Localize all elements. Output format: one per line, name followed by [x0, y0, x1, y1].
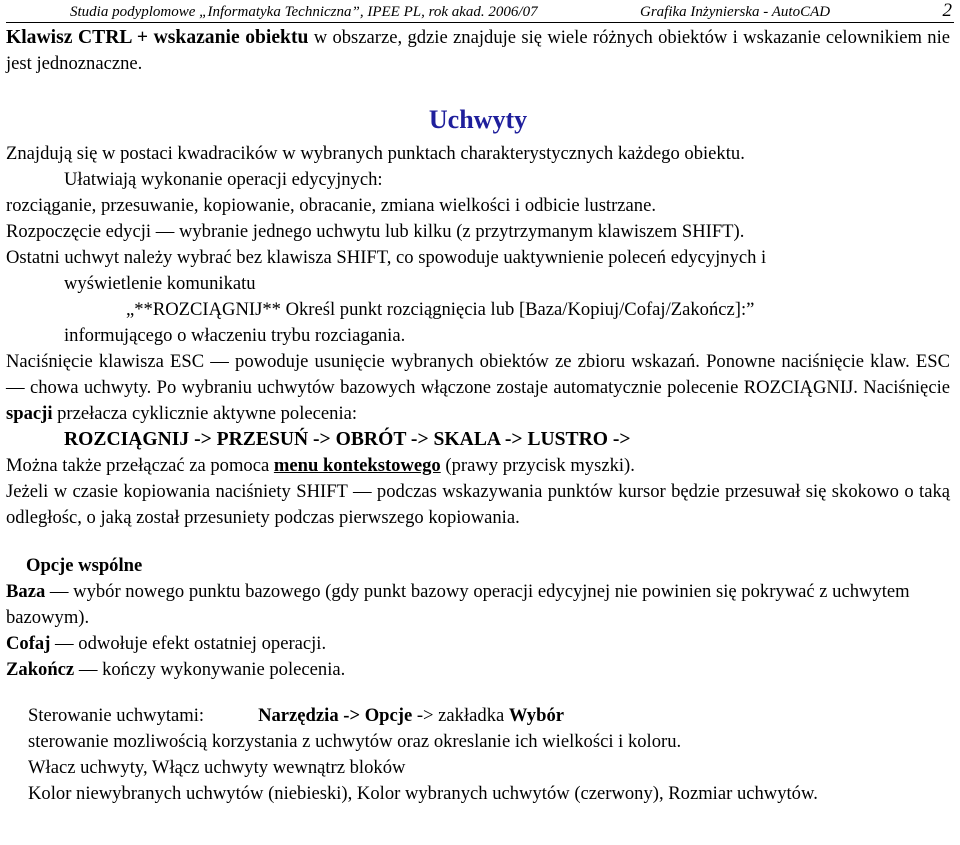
option-baza — [6, 579, 950, 631]
header-subject: Grafika Inżynierska - AutoCAD — [639, 4, 831, 20]
paragraph-2: Ułatwiają wykonanie operacji edycyjnych: — [64, 169, 383, 190]
grip-control-label: Sterowanie uchwytami: — [28, 705, 205, 726]
paragraph-1: Znajdują się w postaci kwadracików w wybranych punktach charakterystycznych każdego obiektu. — [6, 143, 745, 164]
context-menu-link: menu kontekstowego — [273, 455, 441, 476]
grip-control-desc-1: sterowanie mozliwością korzystania z uchwytów oraz okreslanie ich wielkości i koloru. — [28, 731, 682, 752]
page-number: 2 — [942, 0, 952, 21]
message-quote: „**ROZCIĄGNIJ** Określ punkt rozciągnięcia lub [Baza/Kopiuj/Cofaj/Zakończ]:” — [126, 299, 755, 320]
running-header — [70, 2, 952, 21]
section-title-uchwyty: Uchwyty — [428, 105, 528, 134]
intro-rest: w obszarze, gdzie znajduje się wiele różnych obiektów i wskazanie celownikiem nie jest jednoznaczne. — [6, 27, 950, 74]
paragraph-5b: wyświetlenie komunikatu — [64, 273, 256, 294]
grip-control-desc-2: Włacz uchwyty, Włącz uchwyty wewnątrz bloków — [28, 757, 406, 778]
paragraph-6-text: Naciśnięcie klawisza ESC — powoduje usunięcie wybranych obiektów ze zbioru wskazań. Ponowne naciśnięcie klaw. ESC — chowa uchwyty. Po wybraniu uchwytów bazowych włączone zostaje automatycznie polecenie ROZCIĄGNIJ. Naciśnięcie — [6, 351, 950, 398]
option-desc: — wybór nowego punktu bazowego (gdy punkt bazowy operacji edycyjnej nie powinien się pokrywać z uchwytem bazowym). — [6, 581, 910, 628]
option-desc: — odwołuje efekt ostatniej operacji. — [50, 633, 327, 654]
intro-bold: Klawisz CTRL + wskazanie obiektu — [6, 27, 309, 48]
command-sequence: ROZCIĄGNIJ -> PRZESUŃ -> OBRÓT -> SKALA -> LUSTRO -> — [64, 429, 631, 450]
spacji-bold: spacji — [6, 403, 53, 424]
intro-paragraph — [6, 25, 950, 77]
paragraph-7-a: Można także przełączać za pomoca — [6, 455, 274, 476]
paragraph-3: rozciąganie, przesuwanie, kopiowanie, obracanie, zmiana wielkości i odbicie lustrzane. — [6, 195, 656, 216]
options-title: Opcje wspólne — [26, 555, 143, 576]
header-course: Studia podyplomowe „Informatyka Techniczna”, IPEE PL, rok akad. 2006/07 — [70, 4, 538, 20]
paragraph-8: Jeżeli w czasie kopiowania naciśniety SHIFT — podczas wskazywania punktów kursor będzie przesuwał się skokowo o taką odległośc, o jaką został przesuniety podczas pierwszego kopiowania. — [6, 481, 950, 528]
option-zakoncz — [6, 657, 950, 683]
option-cofaj — [6, 631, 950, 657]
document-body — [6, 25, 950, 807]
menu-path-tools-options: Narzędzia -> Opcje — [258, 705, 413, 726]
menu-path-tab: Wybór — [508, 705, 564, 726]
spacer — [6, 531, 950, 553]
paragraph-5d: informującego o właczeniu trybu rozciagania. — [64, 325, 406, 346]
grip-control-desc-3: Kolor niewybranych uchwytów (niebieski), Kolor wybranych uchwytów (czerwony), Rozmiar uchwytów. — [28, 783, 818, 804]
option-term: Cofaj — [6, 633, 51, 654]
paragraph-4: Rozpoczęcie edycji — wybranie jednego uchwytu lub kilku (z przytrzymanym klawiszem SHIFT). — [6, 221, 745, 242]
option-desc: — kończy wykonywanie polecenia. — [74, 659, 346, 680]
paragraph-7-b: (prawy przycisk myszki). — [440, 455, 635, 476]
header-rule — [6, 22, 954, 23]
paragraph-6 — [6, 349, 950, 427]
paragraph-7 — [6, 453, 950, 479]
option-term: Zakończ — [6, 659, 75, 680]
spacer — [6, 683, 950, 703]
grip-control-line — [6, 703, 950, 729]
paragraph-6-end: przełacza cyklicznie aktywne polecenia: — [52, 403, 358, 424]
paragraph-5: Ostatni uchwyt należy wybrać bez klawisza SHIFT, co spowoduje uaktywnienie poleceń edycyjnych i — [6, 247, 767, 268]
option-term: Baza — [6, 581, 46, 602]
menu-path-mid: -> zakładka — [412, 705, 509, 726]
